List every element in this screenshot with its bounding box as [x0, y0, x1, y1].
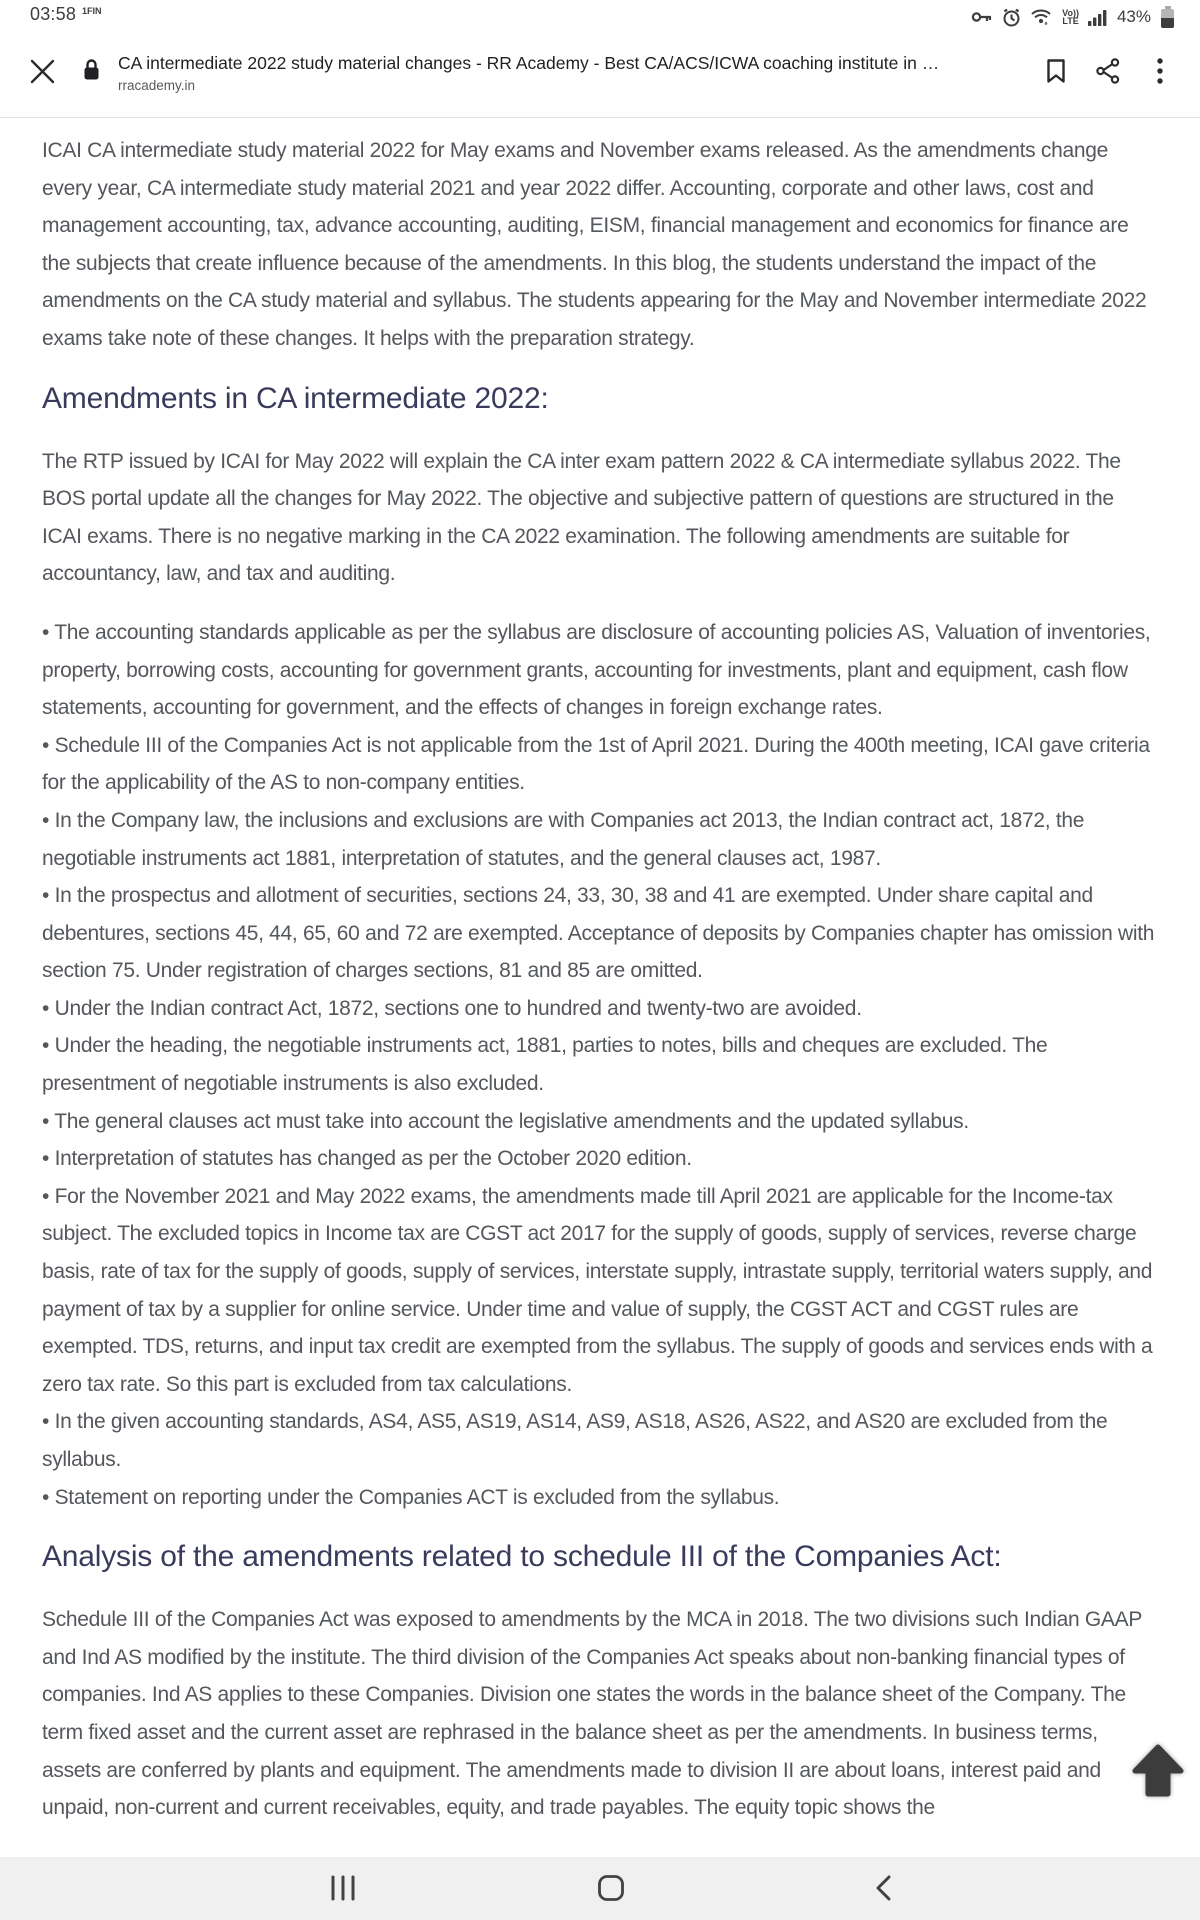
battery-icon — [1161, 6, 1174, 28]
back-button[interactable] — [863, 1871, 903, 1907]
amendments-paragraph: The RTP issued by ICAI for May 2022 will explain the CA inter exam pattern 2022 & CA intermediate syllabus 2022. The BOS portal update all the changes for May 2022. The objective and subjective pattern of questions are structured in the ICAI exams. There is no negative marking in the CA 2022 examination. The following amendments are suitable for accountancy, law, and tax and auditing. — [42, 449, 1121, 586]
list-item: • Under the Indian contract Act, 1872, sections one to hundred and twenty-two are avoided. — [42, 990, 1158, 1028]
key-icon — [971, 7, 993, 27]
analysis-paragraph: Schedule III of the Companies Act was exposed to amendments by the MCA in 2018. The two divisions such Indian GAAP and Ind AS modified by the institute. The third division of the Companies Act speaks about non-banking financial types of companies. Ind AS applies to these Companies. Division one states the words in the balance sheet of the Company. The term fixed asset and the current asset are rephrased in the balance sheet as per the amendments. In business terms, assets are conferred by plants and equipment. The amendments made to division II are about loans, interest paid and unpaid, non-current and current receivables, equity, and trade payables. The equity topic shows the — [42, 1608, 1142, 1820]
bookmark-button[interactable] — [1030, 51, 1082, 95]
home-button[interactable] — [591, 1871, 631, 1907]
wifi-icon — [1030, 7, 1054, 28]
home-icon — [597, 1874, 625, 1905]
status-bar — [0, 0, 1200, 32]
list-item: • The general clauses act must take into account the legislative amendments and the updated syllabus. — [42, 1103, 1158, 1141]
bookmark-icon — [1044, 57, 1068, 88]
browser-toolbar — [0, 32, 1200, 118]
overflow-menu-button[interactable] — [1134, 51, 1186, 95]
list-item: • For the November 2021 and May 2022 exams, the amendments made till April 2021 are applicable for the Income-tax subject. The excluded topics in Income tax are CGST act 2017 for the supply of goods, supply of services, reverse charge basis, rate of tax for the supply of goods, supply of services, interstate supply, intrastate supply, territorial waters supply, and payment of tax by a supplier for online service. Under time and value of supply, the CGST ACT and CGST rules are exempted. TDS, returns, and input tax credit are exempted from the syllabus. The supply of goods and services ends with a zero tax rate. So this part is excluded from tax calculations. — [42, 1178, 1158, 1404]
clock: 03:58 — [30, 4, 77, 24]
status-right — [971, 4, 1174, 28]
list-item: • Schedule III of the Companies Act is not applicable from the 1st of April 2021. During the 400th meeting, ICAI gave criteria for the applicability of the AS to non-company entities. — [42, 727, 1158, 802]
share-icon — [1094, 57, 1122, 88]
close-icon — [29, 58, 56, 88]
secure-connection-indicator[interactable] — [78, 58, 104, 87]
alarm-icon — [1001, 7, 1022, 28]
recents-icon — [329, 1875, 357, 1904]
list-item: • In the prospectus and allotment of securities, sections 24, 33, 30, 38 and 41 are exempted. Under share capital and debentures, sections 45, 44, 65, 60 and 72 are exempted. Acceptance of deposits by Companies chapter has omission with section 75. Under registration of charges sections, 81 and 85 are omitted. — [42, 877, 1158, 990]
status-left — [30, 4, 102, 25]
list-item: • Statement on reporting under the Companies ACT is excluded from the syllabus. — [42, 1479, 1158, 1517]
amendments-bullet-list — [42, 614, 1158, 1516]
lock-icon — [82, 58, 101, 87]
intro-paragraph: ICAI CA intermediate study material 2022 for May exams and November exams released. As the amendments change every year, CA intermediate study material 2021 and year 2022 differ. Accounting, corporate and other laws, cost and management accounting, tax, advance accounting, auditing, EISM, financial management and economics for finance are the subjects that create influence because of the amendments. In this blog, the students understand the impact of the amendments on the CA study material and syllabus. The students appearing for the May and November intermediate 2022 exams take note of these changes. It helps with the preparation strategy. — [42, 139, 1147, 350]
back-chevron-icon — [874, 1874, 892, 1905]
share-button[interactable] — [1082, 51, 1134, 95]
page-title: CA intermediate 2022 study material changes - RR Academy - Best CA/ACS/ICWA coaching institute in … — [118, 52, 940, 73]
scroll-to-top-button[interactable] — [1126, 1740, 1190, 1804]
section-heading-amendments: Amendments in CA intermediate 2022: — [42, 381, 549, 415]
signal-icon — [1087, 7, 1109, 27]
notification-badge: 1FIN — [82, 6, 102, 16]
close-tab-button[interactable] — [22, 53, 62, 93]
list-item: • Interpretation of statutes has changed as per the October 2020 edition. — [42, 1140, 1158, 1178]
recents-button[interactable] — [323, 1871, 363, 1907]
list-item: • In the given accounting standards, AS4, AS5, AS19, AS14, AS9, AS18, AS26, AS22, and AS20 are excluded from the syllabus. — [42, 1403, 1158, 1478]
volte-indicator: Vo)) LTE — [1062, 8, 1079, 26]
android-navigation-bar — [0, 1857, 1200, 1920]
list-item: • Under the heading, the negotiable instruments act, 1881, parties to notes, bills and cheques are excluded. The presentment of negotiable instruments is also excluded. — [42, 1027, 1158, 1102]
list-item: • The accounting standards applicable as per the syllabus are disclosure of accounting policies AS, Valuation of inventories, property, borrowing costs, accounting for government grants, accounting for investments, plant and equipment, cash flow statements, accounting for government, and the effects of changes in foreign exchange rates. — [42, 614, 1158, 727]
arrow-up-icon — [1127, 1790, 1189, 1805]
article-content — [0, 118, 1200, 1827]
list-item: • In the Company law, the inclusions and exclusions are with Companies act 2013, the Indian contract act, 1872, the negotiable instruments act 1881, interpretation of statutes, and the general clauses act, 1987. — [42, 802, 1158, 877]
page-url: rracademy.in — [118, 77, 196, 93]
section-heading-analysis: Analysis of the amendments related to schedule III of the Companies Act: — [42, 1540, 1002, 1574]
page-title-block — [118, 53, 1020, 93]
three-dot-menu-icon — [1155, 56, 1165, 89]
battery-percent: 43% — [1116, 7, 1151, 26]
